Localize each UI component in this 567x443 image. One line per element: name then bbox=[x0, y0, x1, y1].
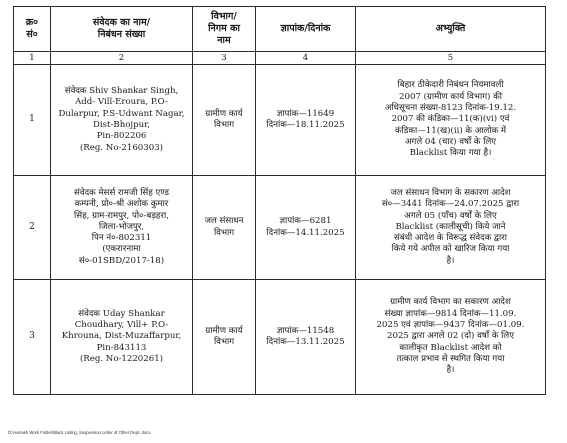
serial-number: 3 bbox=[14, 280, 51, 395]
contractor-cell: संवेदक मेसर्स रामजी सिंह एण्ड कम्पनी, प्रो०-श्री अशोक कुमार सिंह, ग्राम-रामपुर, पो०-बड़हरा, जिला-भोजपुर, पिन नं०-802311 (एकरारनामा सं०-01SBD/2017-18) bbox=[51, 176, 193, 280]
header-remarks: अभ्युक्ति bbox=[356, 7, 546, 52]
remarks-cell: जल संसाधन विभाग के सकारण आदेश सं०—3441 दिनांक—24.07.2025 द्वारा अगले 05 (पाँच) वर्षों के लिए Blacklist (कालीसूची) किये जाने संबंधी आदेश के विरूद्ध संवेदक द्वारा किये गये अपील को खारिज किया गया है। bbox=[356, 176, 546, 280]
column-number: 1 bbox=[14, 52, 51, 65]
contractor-cell: संवेदक Uday Shankar Choudhary, Vill+ P.O- Khrouna, Dist-Muzaffarpur, Pin-843113 (Reg. No-1220261) bbox=[51, 280, 193, 395]
table-row bbox=[14, 280, 546, 395]
memo-cell: ज्ञापांक—11548 दिनांक—13.11.2025 bbox=[256, 280, 356, 395]
department-cell: जल संसाधन विभाग bbox=[193, 176, 256, 280]
column-number: 4 bbox=[256, 52, 356, 65]
memo-cell: ज्ञापांक—6281 दिनांक—14.11.2025 bbox=[256, 176, 356, 280]
header-contractor: संवेदक का नाम/ निबंधन संख्या bbox=[51, 7, 193, 52]
contractor-cell: संवेदक Shiv Shankar Singh, Add- Vill-Eroura, P.O- Dularpur, P.S-Udwant Nagar, Dist-Bhojpur, Pin-802206 (Reg. No-2160303) bbox=[51, 65, 193, 176]
blacklist-table bbox=[13, 6, 546, 395]
header-department: विभाग/ निगम का नाम bbox=[193, 7, 256, 52]
serial-number: 2 bbox=[14, 176, 51, 280]
remarks-cell: ग्रामीण कार्य विभाग का सकारण आदेश संख्या ज्ञापांक—9814 दिनांक—11.09. 2025 एवं ज्ञापांक—9437 दिनांक—01.09. 2025 द्वारा अगले 02 (दो) वर्षों के लिए कालीकृत Blacklist आदेश को तत्काल प्रभाव से स्थगित किया गया है। bbox=[356, 280, 546, 395]
column-number: 3 bbox=[193, 52, 256, 65]
remarks-cell: बिहार ठीकेदारी निबंधन नियमावली 2007 (ग्रामीण कार्य विभाग) की अधिसूचना संख्या-8123 दिनांक-19.12. 2007 की कंडिका—11(क)(vi) एवं कंडिका—11(ख)(ii) के आलोक में अगले 04 (चार) वर्षों के लिए Blacklist किया गया है। bbox=[356, 65, 546, 176]
table-row bbox=[14, 65, 546, 176]
department-cell: ग्रामीण कार्य विभाग bbox=[193, 280, 256, 395]
column-number-row bbox=[14, 52, 546, 65]
header-row bbox=[14, 7, 546, 52]
file-path-footer: D:\Avinash Work Folder\Black Listing, Suspension Letter of Other Dept..docx bbox=[8, 430, 151, 435]
serial-number: 1 bbox=[14, 65, 51, 176]
department-cell: ग्रामीण कार्य विभाग bbox=[193, 65, 256, 176]
table-row bbox=[14, 176, 546, 280]
memo-cell: ज्ञापांक—11649 दिनांक—18.11.2025 bbox=[256, 65, 356, 176]
header-memo: ज्ञापांक/दिनांक bbox=[256, 7, 356, 52]
column-number: 2 bbox=[51, 52, 193, 65]
column-number: 5 bbox=[356, 52, 546, 65]
header-serial: क्र० सं० bbox=[14, 7, 51, 52]
